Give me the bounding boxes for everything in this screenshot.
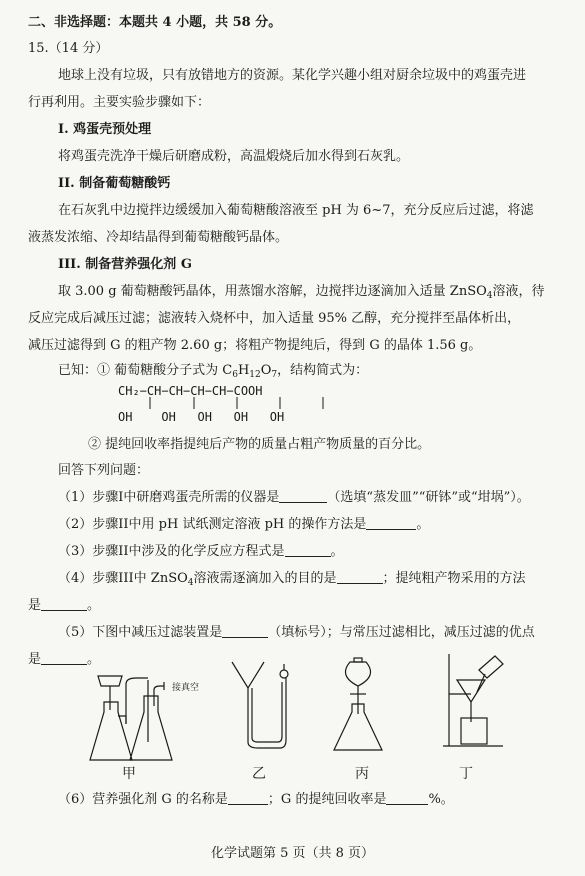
section-header: 二、非选择题：本题共 4 小题，共 58 分。 [28, 15, 282, 30]
question-number: 15.（14 分） [28, 41, 109, 56]
answer-blank-5b[interactable] [41, 652, 87, 665]
step2-text-2: 液蒸发浓缩、冷却结晶得到葡萄糖酸钙晶体。 [28, 230, 289, 245]
question-3: （3）步骤II中涉及的化学反应方程式是 。 [58, 544, 344, 559]
answer-prompt: 回答下列问题： [58, 463, 150, 478]
apparatus-label-ding: 丁 [459, 766, 473, 782]
known-1: 已知：① 葡萄糖酸分子式为 $C_6H_{12}O_7$，结构简式为： [58, 363, 369, 380]
answer-blank-5a[interactable] [222, 625, 268, 638]
step3-text-2: 反应完成后减压过滤；滤液转入烧杯中，加入适量 95% 乙醇，充分搅拌至晶体析出， [28, 311, 521, 326]
apparatus-bing-separatory-funnel [328, 656, 388, 756]
apparatus-ding-gravity-filtration [441, 652, 511, 752]
structural-formula-chain: CH₂−CH−CH−CH−CH−COOH [118, 384, 263, 398]
apparatus-label-yi: 乙 [252, 766, 266, 782]
question-5: （5）下图中减压过滤装置是 （填标号）；与常压过滤相比，减压过滤的优点 [58, 625, 535, 640]
step1-text: 将鸡蛋壳洗净干燥后研磨成粉，高温煅烧后加水得到石灰乳。 [58, 149, 410, 164]
answer-blank-6a[interactable] [228, 792, 268, 805]
structural-formula-oh: OH OH OH OH OH [118, 410, 285, 424]
apparatus-jia-vacuum-filtration [88, 672, 213, 767]
step3-text-1: 取 3.00 g 葡萄糖酸钙晶体，用蒸馏水溶解，边搅拌边逐滴加入适量 ZnSO$_4$溶液，待 [58, 284, 545, 301]
answer-blank-6b[interactable] [386, 792, 428, 805]
vacuum-label: 接真空 [172, 683, 200, 693]
question-4: （4）步骤III中 ZnSO$_4$溶液需逐滴加入的目的是 ；提纯粗产物采用的方法 [58, 571, 526, 588]
answer-blank-4a[interactable] [337, 571, 383, 584]
apparatus-yi-funnel-u-tube [228, 658, 298, 753]
question-2: （2）步骤II中用 pH 试纸测定溶液 pH 的操作方法是 。 [58, 517, 430, 532]
step3-text-3: 减压过滤得到 G 的粗产物 2.60 g；将粗产物提纯后，得到 G 的晶体 1.56 g。 [28, 338, 482, 353]
known-2: ② 提纯回收率指提纯后产物的质量占粗产物质量的百分比。 [88, 437, 431, 452]
step2-text-1: 在石灰乳中边搅拌边缓缓加入葡萄糖酸溶液至 pH 为 6~7，充分反应后过滤，将滤 [58, 203, 534, 218]
answer-blank-4b[interactable] [41, 598, 87, 611]
question-4-cont: 是 。 [28, 598, 101, 613]
answer-blank-2[interactable] [366, 517, 416, 530]
question-6: （6）营养强化剂 G 的名称是 ；G 的提纯回收率是 %。 [58, 792, 454, 807]
intro-line-2: 行再利用。主要实验步骤如下： [28, 95, 211, 110]
step3-title: III. 制备营养强化剂 G [58, 257, 192, 272]
page-footer: 化学试题第 5 页（共 8 页） [210, 846, 375, 861]
step1-title: I. 鸡蛋壳预处理 [58, 122, 152, 137]
formula-bonds [118, 397, 418, 411]
apparatus-label-bing: 丙 [355, 766, 369, 782]
intro-line-1: 地球上没有垃圾，只有放错地方的资源。某化学兴趣小组对厨余垃圾中的鸡蛋壳进 [58, 68, 527, 83]
answer-blank-1[interactable] [279, 490, 327, 503]
answer-blank-3[interactable] [285, 544, 331, 557]
question-5-cont: 是 。 [28, 652, 101, 667]
question-1: （1）步骤I中研磨鸡蛋壳所需的仪器是 （选填“蒸发皿”“研钵”或“坩埚”）。 [58, 490, 530, 505]
step2-title: II. 制备葡萄糖酸钙 [58, 176, 171, 191]
apparatus-label-jia: 甲 [122, 766, 136, 782]
